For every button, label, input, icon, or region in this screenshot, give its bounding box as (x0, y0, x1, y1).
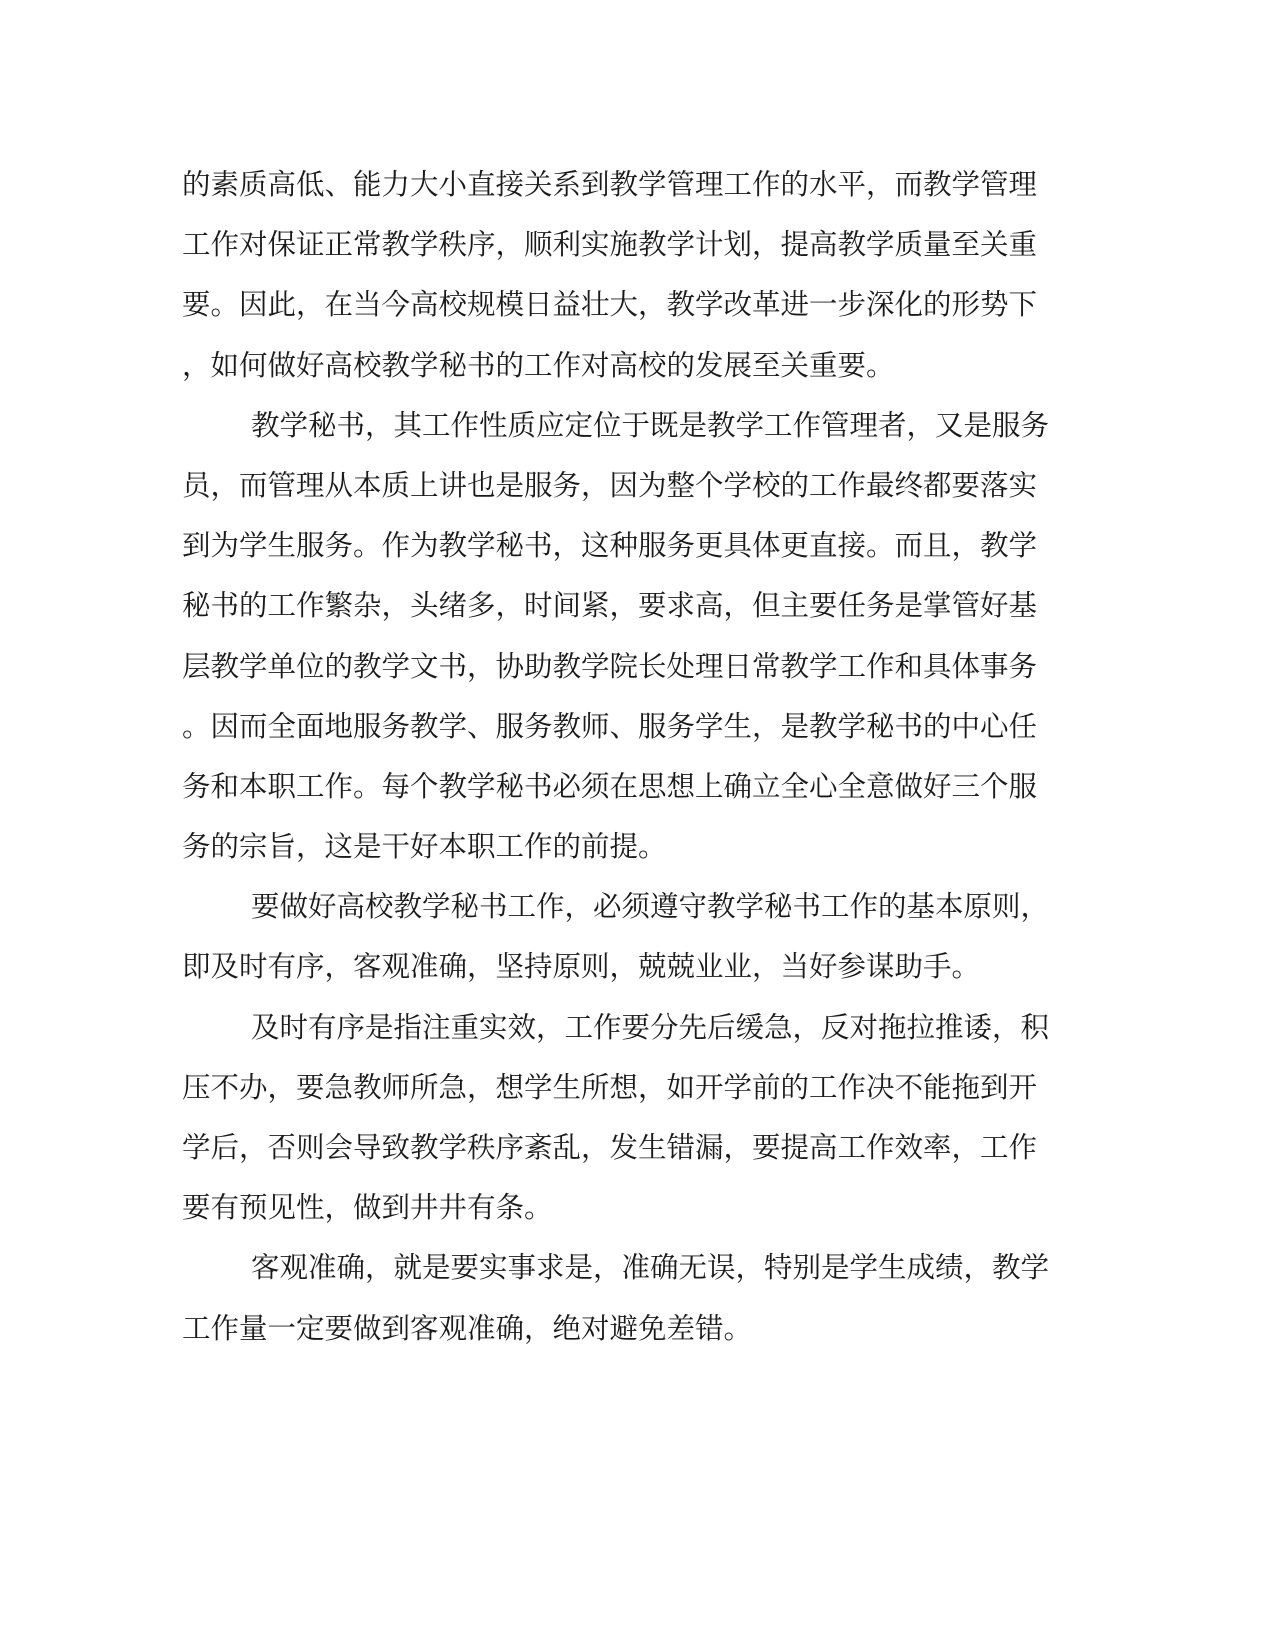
paragraph-first-line: 教学秘书，其工作性质应定位于既是教学工作管理者，又是服务 (251, 408, 1050, 442)
text-line: 秘书的工作繁杂，头绪多，时间紧，要求高，但主要任务是掌管好基 (182, 589, 1038, 623)
text-line: 压不办，要急教师所急，想学生所想，如开学前的工作决不能拖到开 (182, 1070, 1038, 1104)
text-line: 要。因此，在当今高校规模日益壮大，教学改革进一步深化的形势下 (182, 288, 1038, 322)
text-line: 要有预见性，做到井井有条。 (182, 1191, 553, 1225)
paragraph-first-line: 及时有序是指注重实效，工作要分先后缓急，反对拖拉推诿，积 (251, 1010, 1050, 1044)
text-line: ，如何做好高校教学秘书的工作对高校的发展至关重要。 (182, 348, 895, 382)
text-line: 层教学单位的教学文书，协助教学院长处理日常教学工作和具体事务 (182, 649, 1038, 683)
text-line: 即及时有序，客观准确，坚持原则，兢兢业业，当好参谋助手。 (182, 950, 981, 984)
paragraph-first-line: 要做好高校教学秘书工作，必须遵守教学秘书工作的基本原则， (251, 890, 1050, 924)
text-line: 务的宗旨，这是干好本职工作的前提。 (182, 830, 667, 864)
text-line: 学后，否则会导致教学秩序紊乱，发生错漏，要提高工作效率，工作 (182, 1131, 1038, 1164)
text-line: 到为学生服务。作为教学秘书，这种服务更具体更直接。而且，教学 (182, 529, 1038, 563)
body-text (182, 155, 1050, 1359)
text-line: 。因而全面地服务教学、服务教师、服务学生，是教学秘书的中心任 (182, 709, 1038, 743)
text-line: 工作量一定要做到客观准确，绝对避免差错。 (182, 1311, 753, 1345)
paragraph-first-line: 客观准确，就是要实事求是，准确无误，特别是学生成绩，教学 (251, 1251, 1050, 1285)
text-line: 的素质高低、能力大小直接关系到教学管理工作的水平，而教学管理 (182, 168, 1038, 201)
text-line: 员，而管理从本质上讲也是服务，因为整个学校的工作最终都要落实 (182, 468, 1038, 502)
text-line: 务和本职工作。每个教学秘书必须在思想上确立全心全意做好三个服 (182, 769, 1038, 803)
text-line: 工作对保证正常教学秩序，顺利实施教学计划，提高教学质量至关重 (182, 228, 1038, 262)
